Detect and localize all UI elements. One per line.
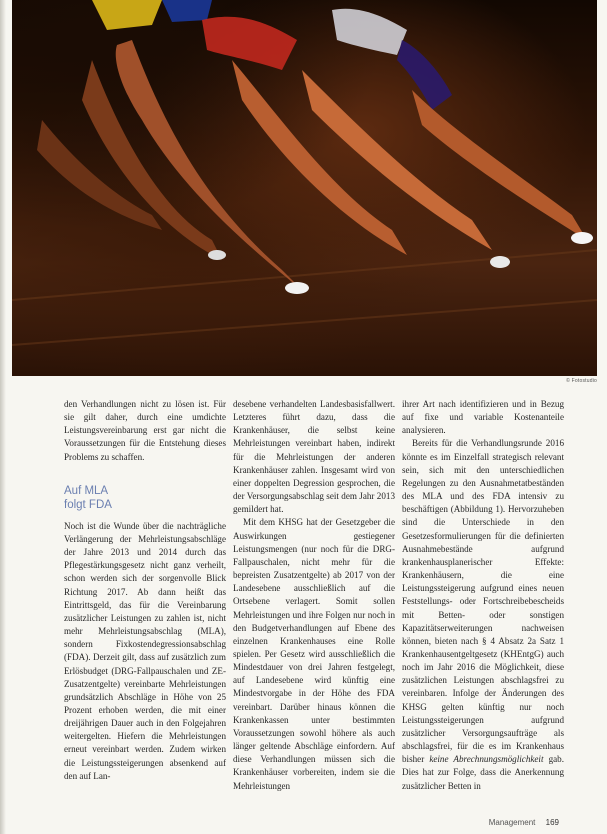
- sprinter-photo: [12, 0, 597, 376]
- column3-paragraph-1: ihrer Art nach identifizieren und in Bezug auf fixe und variable Kostenanteile analysieren.: [402, 399, 564, 436]
- text-column-3: [402, 398, 564, 793]
- text-column-2: [233, 398, 395, 793]
- page-footer: [489, 818, 559, 827]
- section-heading-line1: Auf MLA: [64, 484, 109, 497]
- sprinter-illustration: [12, 0, 597, 376]
- section-heading: [64, 484, 226, 512]
- column3-paragraph-2-start: Bereits für die Verhandlungsrunde 2016 könnte es im Einzelfall strategisch relevant sein, sich mit den unterschiedlichen Regelungen zu den Ausnahmetatbeständen des MLA und des FDA intensiv zu beschäftigen (Abbildung 1). Hervorzuheben sind die Unterschiede in den Gesetzesformulierungen für die definierten Ausnahmebestände aufgrund krankenhausplanerischer Effekte: Krankenhäusern, die eine Leistungssteigerung aufgrund eines neuen Feststellungs- oder Fortschreibebescheids mit Betten- oder sonstigen Kapazitätserweiterungen nachweisen können, bieten nach § 4 Absatz 2a Satz 1 Krankenhausentgeltgesetz (KHEntgG) auch noch im Jahr 2016 die Möglichkeit, diese zusätzlichen Leistungen abschlagsfrei zu vereinbaren. Infolge der Änderungen des KHSG gelten künftig nur noch Leistungssteigerungen aufgrund zusätzlicher Versorgungsaufträge als abschlagsfrei, für die es im Krankenhaus bisher: [402, 438, 564, 765]
- page-edge: [0, 0, 6, 834]
- page-number: 169: [545, 818, 559, 827]
- column1-body: Noch ist die Wunde über die nachträgliche Verlängerung der Mehrleistungsabschläge der Jahre 2013 und 2014 durch das Pflegestärkungsgesetz nicht ganz verheilt, schon werden sich der sorgenvolle Blick Richtung 2017. Ab dann heißt das Eintrittsgeld, das für die Vereinbarung zusätzlicher Leistungen zu zahlen ist, nicht mehr Mehrleistungsabschlag (MLA), sondern Fixkostendegressionsabschlag (FDA). Derzeit gilt, dass auf zusätzlich zum Erlösbudget (DRG-Fallpauschalen und ZE-Zusatzentgelte) vereinbarte Mehrleistungen grundsätzlich Abschläge in Höhe von 25 Prozent erhoben werden, die mit einer dreijährigen Dauer auch in den Folgejahren weitergelten. Hiefern die Mehrleistungen erneut vereinbart werden. Zudem wirken die Leistungssteigerungen absenkend auf den auf Lan-: [64, 520, 226, 781]
- column1-lead: den Verhandlungen nicht zu lösen ist. Für sie gilt daher, durch eine umdichte Leistungsvereinbarung erst gar nicht die Voraussetzungen für die Entstehung dieses Problems zu schaffen.: [64, 399, 226, 462]
- column3-paragraph-2-end: gab. Dies hat zur Folge, dass die Anerkennung zusätzlicher Betten in: [402, 754, 564, 791]
- column3-emphasis: keine Abrechnungsmöglichkeit: [429, 754, 544, 765]
- text-column-1: [64, 398, 226, 783]
- photo-credit: © Fotostudio: [566, 378, 597, 384]
- section-heading-line2: folgt FDA: [64, 498, 112, 511]
- column2-paragraph-1: desebene verhandelten Landesbasisfallwert. Letzteres führt dazu, dass die Krankenhäuser, die selbst keine Mehrleistungen vereinbart haben, indirekt für die Mehrleistungen der anderen Krankenhäuser zahlen. Insgesamt wird von einer doppelten Degression gesprochen, die der Versorgungsabschlag seit dem Jahr 2013 gemildert hat.: [233, 399, 395, 515]
- column3-paragraph-2: [402, 437, 564, 792]
- column2-paragraph-2: Mit dem KHSG hat der Gesetzgeber die Auswirkungen gestiegener Leistungsmengen (nur noch für die DRG-Fallpauschalen, nicht mehr für die bepreisten Zusatzentgelte) ab 2017 von der Landesebene ausschließlich auf die Ortsebene verlagert. Somit sollen Mehrleistungen und ihre Folgen nur noch in den Budgetverhandlungen auf Ebene des einzelnen Krankenhauses eine Rolle spielen. Per Gesetz wird ausschließlich die Mindestdauer von drei Jahren festgelegt, auf Landesebene wird künftig eine Mindestvorgabe in der Höhe des FDA vereinbart. Darüber hinaus können die Krankenkassen unter bestimmten Voraussetzungen sowohl höhere als auch länger geltende Abschläge einfordern. Auf diese Verhandlungen müssen sich die Krankenhäuser vorbereiten, indem sie die Mehrleistungen: [233, 517, 395, 791]
- rubric-label: Management: [488, 818, 536, 827]
